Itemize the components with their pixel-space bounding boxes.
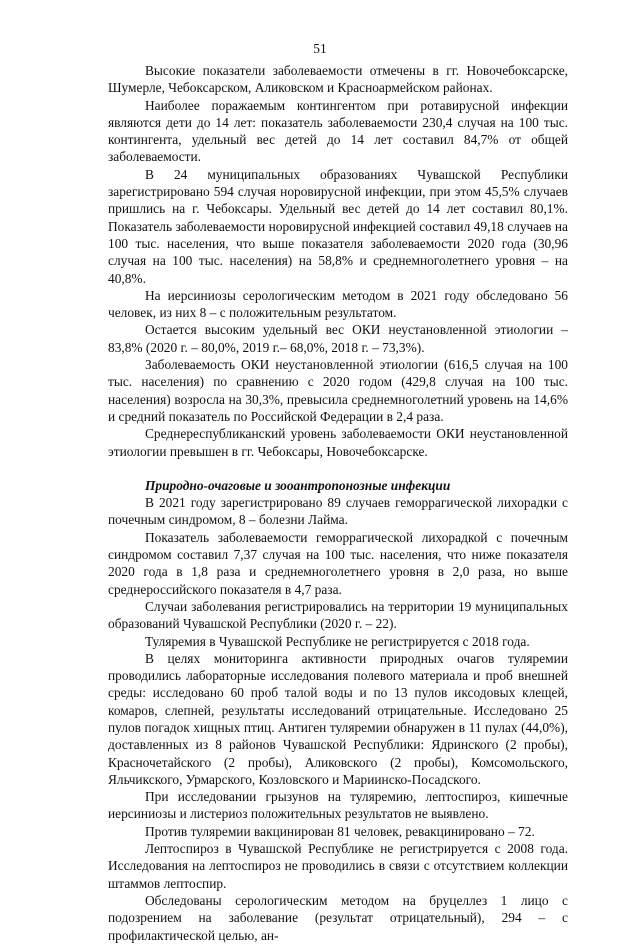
paragraph: Случаи заболевания регистрировались на территории 19 муниципальных образований Чувашской Республики (2020 г. – 22). [108, 598, 568, 632]
paragraph: Остается высоким удельный вес ОКИ неустановленной этиологии – 83,8% (2020 г. – 80,0%, 2019 г.– 68,0%, 2018 г. – 73,3%). [108, 322, 568, 355]
paragraph: При исследовании грызунов на туляремию, лептоспироз, кишечные иерсиниозы и листериоз положительных результатов не выявлено. [108, 789, 568, 822]
section-heading: Природно-очаговые и зооантропонозные инфекции [145, 477, 451, 493]
paragraph: Наиболее поражаемым контингентом при ротавирусной инфекции являются дети до 14 лет: показатель заболеваемости 230,4 случая на 100 тыс. контингента, удельный вес детей до 14 лет составил 84,7% от общей заболеваемости. [108, 97, 568, 165]
paragraph: Туляремия в Чувашской Республике не регистрируется с 2018 года. [145, 633, 530, 649]
document-body [108, 62, 568, 944]
paragraph: В 24 муниципальных образованиях Чувашской Республики зарегистрировано 594 случая норовирусной инфекции, при этом 45,5% случаев пришлись на г. Чебоксары. Удельный вес детей до 14 лет составил 80,1%. Показатель заболеваемости норовирусной инфекцией составил 49,18 случаев на 100 тыс. населения, что выше показателя заболеваемости 2020 года (30,96 случая на 100 тыс. населения) на 58,8% и среднемноголетнего уровня – на 40,8%. [108, 166, 568, 286]
paragraph: Показатель заболеваемости геморрагической лихорадкой с почечным синдромом составил 7,37 случая на 100 тыс. населения, что ниже показателя 2020 года в 1,8 раза и среднемноголетнего уровня в 2,0 раза, но выше среднероссийского показателя в 4,7 раза. [108, 529, 568, 597]
paragraph: Обследованы серологическим методом на бруцеллез 1 лицо с подозрением на заболевание (результат отрицательный), 294 – с профилактической целью, ан- [108, 892, 568, 943]
paragraph: Среднереспубликанский уровень заболеваемости ОКИ неустановленной этиологии превышен в гг. Чебоксары, Новочебоксарске. [108, 426, 568, 459]
paragraph: Высокие показатели заболеваемости отмечены в гг. Новочебоксарске, Шумерле, Чебоксарском, Аликовском и Красноармейском районах. [108, 63, 568, 96]
page-number: 51 [313, 41, 327, 56]
paragraph: В 2021 году зарегистрировано 89 случаев геморрагической лихорадки с почечным синдромом, 8 – болезни Лайма. [108, 495, 568, 528]
paragraph: Лептоспироз в Чувашской Республике не регистрируется с 2008 года. Исследования на лептоспироз не проводились в связи с отсутствием коллекции штаммов лептоспир. [108, 841, 568, 891]
paragraph: На иерсиниозы серологическим методом в 2021 году обследовано 56 человек, из них 8 – с положительным результатом. [108, 287, 568, 321]
paragraph: Против туляремии вакцинирован 81 человек, ревакцинировано – 72. [145, 823, 535, 839]
paragraph: В целях мониторинга активности природных очагов туляремии проводились лабораторные исследования полевого материала и проб внешней среды: исследовано 60 проб талой воды и по 13 пулов иксодовых клещей, комаров, слепней, результаты исследований отрицательные. Исследовано 25 пулов погадок хищных птиц. Антиген туляремии обнаружен в 11 пулах (44,0%), доставленных из 8 районов Чувашской Республики: Ядринского (2 пробы), Красночетайского (2 пробы), Аликовского (2 пробы), Комсомольского, Яльчикского, Урмарского, Козловского и Мариинско-Посадского. [108, 650, 568, 787]
section-spacer [108, 460, 568, 477]
paragraph: Заболеваемость ОКИ неустановленной этиологии (616,5 случая на 100 тыс. населения) по сравнению с 2020 годом (429,8 случая на 100 тыс. населения) возросла на 30,3%, превысила среднемноголетний уровень на 14,6% и средний показатель по Российской Федерации в 2,4 раза. [108, 357, 568, 424]
